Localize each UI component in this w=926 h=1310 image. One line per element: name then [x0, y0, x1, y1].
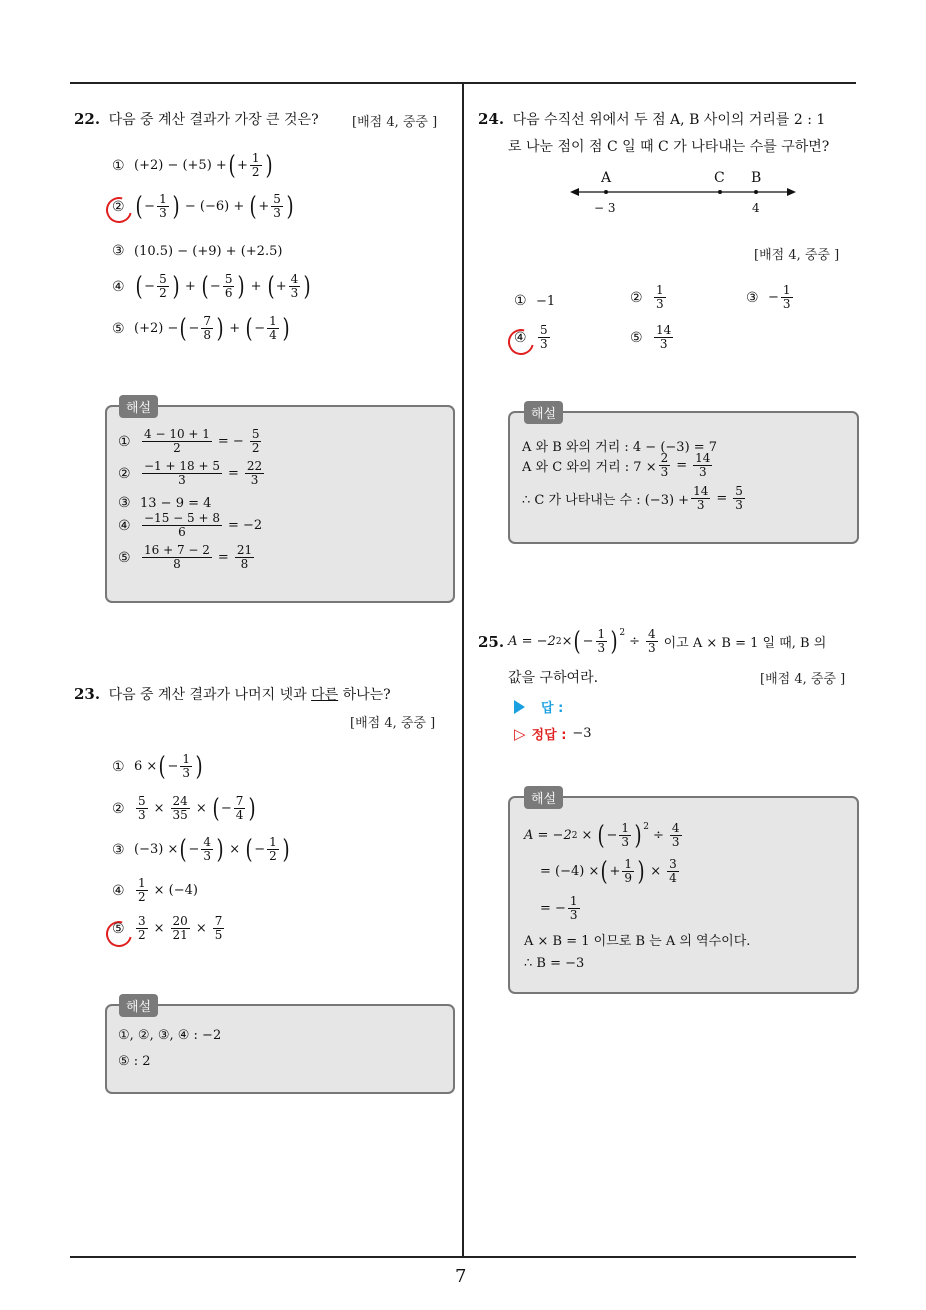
q24-choice-5[interactable]: ⑤ $\frac{14}{3}$: [630, 323, 672, 351]
q22-sol-line-2: ② $\frac{-1 + 18 + 5}{3}$ = $\frac{22}{3}$: [118, 459, 263, 487]
q22-choice-5[interactable]: ⑤ (+2) − ( − $\frac{7}{8}$ ) + ( − $\frac{1}{4}$ ): [112, 313, 290, 344]
page-number: 7: [455, 1266, 467, 1287]
q24-point-a-label: A: [601, 170, 612, 186]
q24-sol-line-2: A 와 C 와의 거리 : 7 × $\frac{2}{3}$ = $\frac{14}{3}$: [522, 451, 711, 479]
q25-header: 25. A = −2 2 × ( − $\frac{1}{3}$ ) $^2$ ÷ $\frac{4}{3}$ 이고 A × B = 1 일 때, B 의: [478, 626, 827, 657]
q24-header: 24. 다음 수직선 위에서 두 점 A, B 사이의 거리를 2 : 1: [478, 110, 826, 128]
q22-text: 다음 중 계산 결과가 가장 큰 것은?: [108, 112, 319, 128]
q23-choice-5[interactable]: ⑤ $\frac{3}{2}$ × $\frac{20}{21}$ × $\frac{7}{5}$: [112, 914, 223, 942]
column-divider: [462, 82, 464, 1258]
q24-a-value: − 3: [594, 201, 616, 215]
q23-meta: [배점 4, 중중 ]: [350, 716, 436, 731]
q22-sol-line-3: ③ 13 − 9 = 4: [118, 495, 212, 511]
q25-number: 25.: [478, 632, 505, 651]
correct-label: 정답 :: [531, 728, 567, 743]
q24-choice-2[interactable]: ② $\frac{1}{3}$: [630, 283, 664, 311]
q22-sol-line-4: ④ $\frac{-15 - 5 + 8}{6}$ = −2: [118, 511, 263, 539]
q23-number: 23.: [74, 685, 101, 703]
q22-choice-4[interactable]: ④ ( − $\frac{5}{2}$ ) + ( − $\frac{5}{6}$ ) + ( + $\frac{4}{3}$ ): [112, 271, 311, 302]
q25-solution-tag: 해설: [524, 786, 563, 809]
q25-sol-line-2: = (−4) × ( + $\frac{1}{9}$ ) × $\frac{3}{4}$: [540, 856, 677, 887]
q22-choice-3[interactable]: ③ (10.5) − (+9) + (+2.5): [112, 243, 283, 259]
q22-sol-line-5: ⑤ $\frac{16 + 7 - 2}{8}$ = $\frac{21}{8}$: [118, 543, 253, 571]
q25-sol-line-3: = − $\frac{1}{3}$: [540, 894, 578, 922]
q24-point-b-label: B: [751, 170, 762, 186]
bottom-rule: [70, 1256, 856, 1258]
outline-triangle-icon: ▷: [514, 724, 526, 743]
q23-solution-box: [105, 1004, 455, 1094]
q24-meta: [배점 4, 중중 ]: [754, 248, 840, 263]
q24-number: 24.: [478, 110, 505, 128]
q25-meta: [배점 4, 중중 ]: [760, 672, 846, 687]
q23-header: 23. 다음 중 계산 결과가 나머지 넷과 다른 하나는?: [74, 685, 391, 703]
q25-sol-line-4: A × B = 1 이므로 B 는 A 의 역수이다.: [524, 934, 751, 949]
q22-header: [74, 109, 319, 129]
play-triangle-icon: [514, 700, 525, 714]
q24-text-line-2: 로 나눈 점이 점 C 일 때 C 가 나타내는 수를 구하면?: [508, 139, 830, 155]
q24-choice-4[interactable]: ④ $\frac{5}{3}$: [514, 323, 548, 351]
q22-choice-1[interactable]: ① (+2) − (+5) + ( + $\frac{1}{2}$ ): [112, 150, 273, 181]
q23-choice-3[interactable]: ③ (−3) × ( − $\frac{4}{3}$ ) × ( − $\frac{1}{2}$ ): [112, 834, 290, 865]
q22-meta: [배점 4, 중중 ]: [352, 115, 438, 130]
q22-solution-tag: 해설: [119, 395, 158, 418]
q23-solution-tag: 해설: [119, 994, 158, 1017]
q23-choice-1[interactable]: ① 6 × ( − $\frac{1}{3}$ ): [112, 751, 203, 782]
q24-b-value: 4: [752, 201, 760, 215]
q25-correct-row: [514, 724, 592, 743]
q23-sol-line-1: ①, ②, ③, ④ : −2: [118, 1028, 222, 1043]
q24-sol-line-3: ∴ C 가 나타내는 수 : (−3) + $\frac{14}{3}$ = $\frac{5}{3}$: [522, 484, 743, 512]
q24-solution-tag: 해설: [524, 401, 563, 424]
q22-number: 22.: [74, 110, 101, 128]
q23-choice-4[interactable]: ④ $\frac{1}{2}$ × (−4): [112, 876, 198, 904]
q24-point-c-label: C: [714, 170, 725, 186]
q25-answer-row[interactable]: [514, 697, 563, 716]
q25-text-line-2: 값을 구하여라.: [508, 670, 599, 686]
q24-choice-1[interactable]: ① −1: [514, 293, 556, 309]
q22-choice-2[interactable]: ② ( − $\frac{1}{3}$ ) − (−6) + ( + $\frac{5}{3}$ ): [112, 191, 294, 222]
q23-sol-line-2: ⑤ : 2: [118, 1054, 151, 1069]
q24-sol-line-1: A 와 B 와의 거리 : 4 − (−3) = 7: [522, 440, 718, 455]
q23-choice-2[interactable]: ② $\frac{5}{3}$ × $\frac{24}{35}$ × ( − $\frac{7}{4}$ ): [112, 793, 257, 824]
correct-value: −3: [572, 726, 592, 741]
q25-sol-line-1: A = −2 2 × ( − $\frac{1}{3}$ ) $^2$ ÷ $\frac{4}{3}$: [524, 820, 680, 851]
q23-underlined-word: 다른: [311, 687, 339, 703]
q24-choice-3[interactable]: ③ − $\frac{1}{3}$: [746, 283, 791, 311]
q25-sol-line-5: ∴ B = −3: [524, 956, 585, 971]
q22-sol-line-1: ① $\frac{4 - 10 + 1}{2}$ = − $\frac{5}{2}$: [118, 427, 260, 455]
answer-label: 답 :: [541, 701, 564, 716]
